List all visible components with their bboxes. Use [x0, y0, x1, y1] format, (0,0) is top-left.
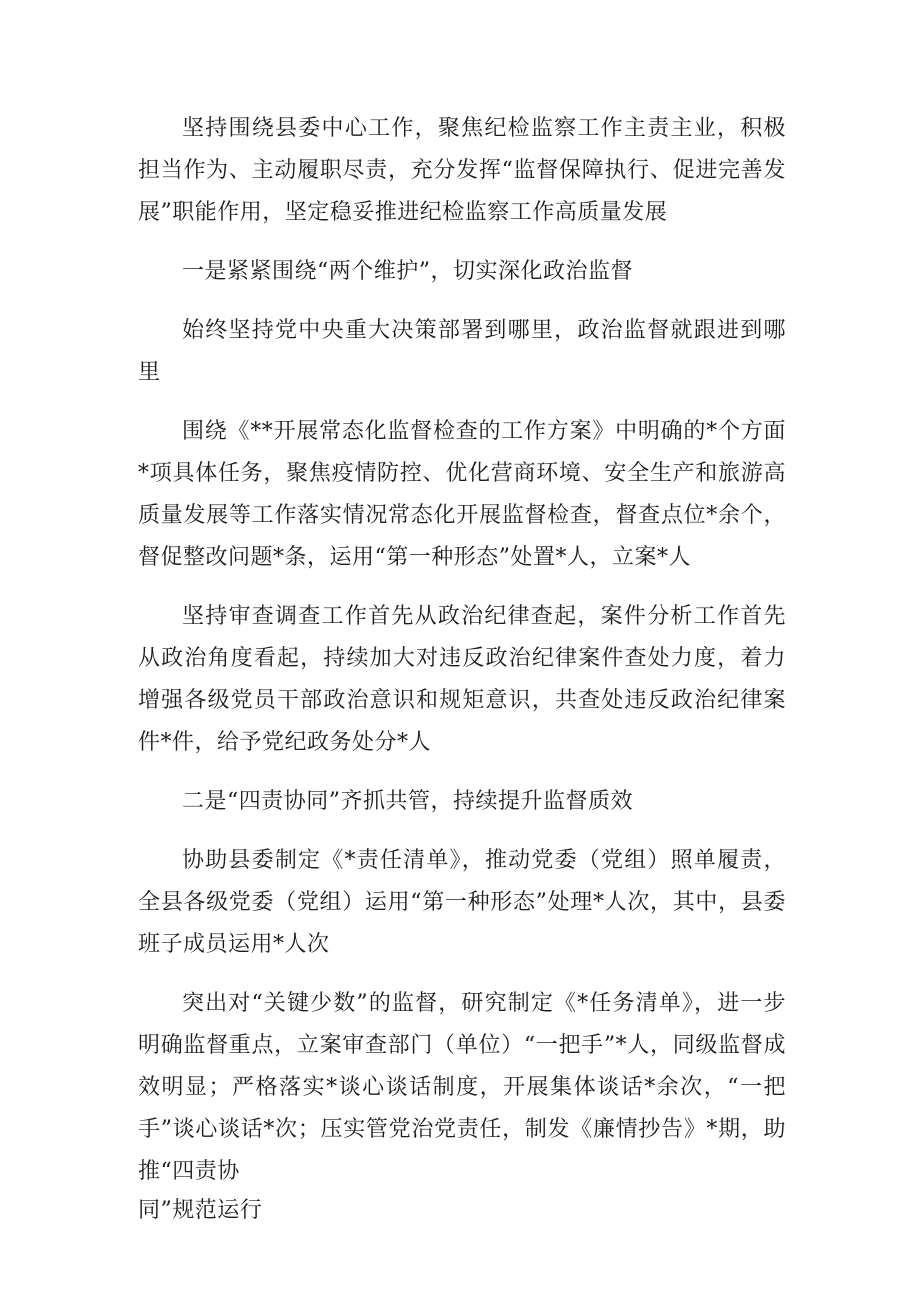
paragraph: 围绕《**开展常态化监督检查的工作方案》中明确的*个方面*项具体任务，聚焦疫情防控、优化营商环境、安全生产和旅游高质量发展等工作落实情况常态化开展监督检查，督查点位*余个，督促整改问题*条，运用“第一种形态”处置*人，立案*人 — [138, 419, 786, 570]
paragraph: 坚持审查调查工作首先从政治纪律查起，案件分析工作首先从政治角度看起，持续加大对违反政治纪律案件查处力度，着力增强各级党员干部政治意识和规矩意识，共查处违反政治纪律案件*件，给予党纪政务处分*人 — [138, 604, 786, 755]
paragraph: 协助县委制定《*责任清单》，推动党委（党组）照单履责，全县各级党委（党组）运用“第一种形态”处理*人次，其中，县委班子成员运用*人次 — [138, 848, 786, 957]
paragraph: 突出对“关键少数”的监督，研究制定《*任务清单》，进一步明确监督重点，立案审查部门（单位）“一把手”*人，同级监督成效明显；严格落实*谈心谈话制度，开展集体谈话*余次，“一把手”谈心谈话*次；压实管党治党责任，制发《廉情抄告》*期，助推“四责协 — [138, 991, 786, 1184]
paragraph-continuation: 同”规范运行 — [138, 1198, 263, 1223]
paragraph-intro: 坚持围绕县委中心工作，聚焦纪检监察工作主责主业，积极担当作为、主动履职尽责，充分发挥“监督保障执行、促进完善发展”职能作用，坚定稳妥推进纪检监察工作高质量发展 — [138, 116, 786, 225]
document-body — [138, 108, 786, 1249]
paragraph: 始终坚持党中央重大决策部署到哪里，政治监督就跟进到哪里 — [138, 318, 786, 385]
section-heading-2: 二是“四责协同”齐抓共管，持续提升监督质效 — [182, 789, 633, 814]
section-heading-1: 一是紧紧围绕“两个维护”，切实深化政治监督 — [182, 259, 633, 284]
